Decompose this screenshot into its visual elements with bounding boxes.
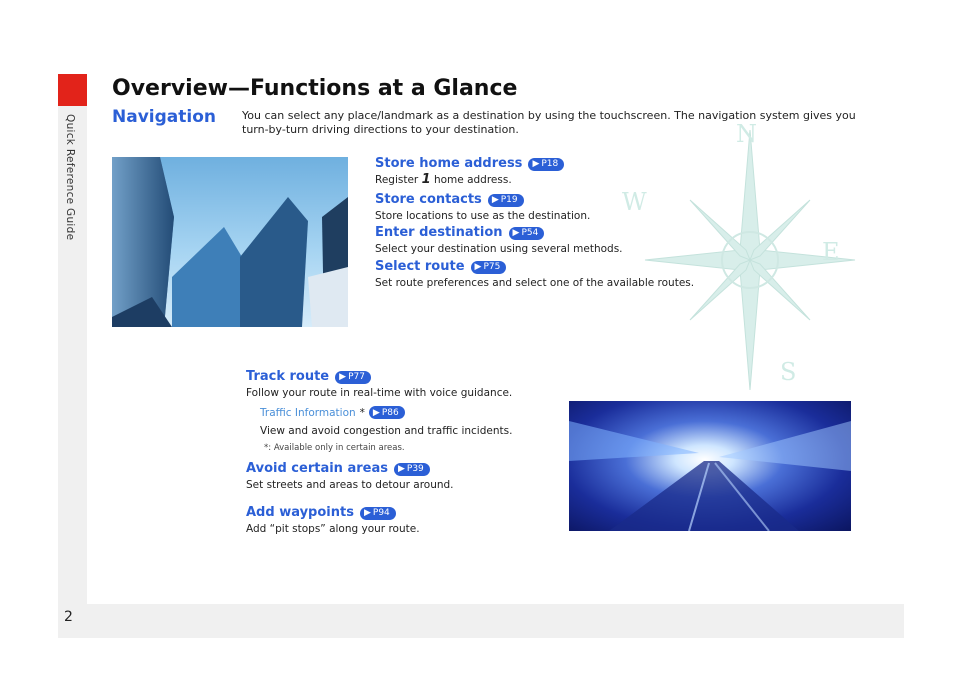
select-route-desc: Set route preferences and select one of the available routes. [375, 277, 695, 289]
store-home-page-ref[interactable]: ▶ P18 [528, 158, 564, 171]
ref-arrow-icon: ▶ [339, 372, 347, 382]
traffic-info-title[interactable]: Traffic Information [260, 406, 356, 419]
compass-w-label: W [622, 188, 647, 216]
section-title: Navigation [112, 107, 216, 127]
store-contacts-title[interactable]: Store contacts [375, 192, 482, 207]
add-waypoints-desc: Add “pit stops” along your route. [246, 523, 420, 535]
traffic-info-asterisk: * [359, 406, 365, 419]
home-number-one: 1 [421, 172, 431, 187]
avoid-areas-desc: Set streets and areas to detour around. [246, 479, 454, 491]
ref-arrow-icon: ▶ [372, 407, 380, 418]
sidebar-label: Quick Reference Guide [64, 114, 76, 241]
highway-motion-photo [569, 401, 851, 531]
traffic-info-desc: View and avoid congestion and traffic incidents. [260, 425, 513, 437]
enter-destination-desc: Select your destination using several methods. [375, 243, 623, 255]
feature-track-route [246, 369, 512, 400]
store-contacts-desc: Store locations to use as the destination. [375, 210, 591, 222]
footer-band [58, 604, 904, 638]
city-skyline-photo [112, 157, 348, 327]
compass-rose-icon [610, 110, 880, 400]
feature-avoid-areas [246, 461, 454, 492]
page-number: 2 [64, 609, 73, 625]
traffic-info-page-ref[interactable]: ▶ P86 [369, 406, 405, 419]
compass-e-label: E [822, 238, 840, 266]
ref-arrow-icon: ▶ [491, 195, 499, 205]
ref-arrow-icon: ▶ [397, 464, 405, 474]
ref-arrow-icon: ▶ [532, 159, 540, 169]
traffic-info-footnote: *: Available only in certain areas. [264, 443, 405, 453]
enter-destination-page-ref[interactable]: ▶ P54 [509, 227, 545, 240]
feature-store-home [375, 156, 564, 187]
feature-traffic-information [260, 406, 512, 453]
store-home-desc: Register 1 home address. [375, 172, 512, 187]
avoid-areas-page-ref[interactable]: ▶ P39 [394, 463, 430, 476]
feature-add-waypoints [246, 505, 420, 536]
enter-destination-title[interactable]: Enter destination [375, 225, 503, 240]
store-contacts-page-ref[interactable]: ▶ P19 [488, 194, 524, 207]
add-waypoints-page-ref[interactable]: ▶ P94 [360, 507, 396, 520]
feature-store-contacts [375, 192, 590, 223]
page-title: Overview—Functions at a Glance [112, 76, 518, 101]
track-route-desc: Follow your route in real-time with voice guidance. [246, 387, 513, 399]
select-route-title[interactable]: Select route [375, 259, 465, 274]
ref-arrow-icon: ▶ [474, 262, 482, 272]
feature-select-route [375, 259, 694, 290]
ref-arrow-icon: ▶ [512, 228, 520, 238]
select-route-page-ref[interactable]: ▶ P75 [471, 261, 507, 274]
section-intro: You can select any place/landmark as a destination by using the touchscreen. The navigation system gives you turn-by-turn driving directions to your destination. [242, 109, 856, 136]
track-route-title[interactable]: Track route [246, 369, 330, 384]
avoid-areas-title[interactable]: Avoid certain areas [246, 461, 388, 476]
feature-enter-destination [375, 225, 623, 256]
ref-arrow-icon: ▶ [363, 508, 371, 518]
store-home-title[interactable]: Store home address [375, 156, 523, 171]
add-waypoints-title[interactable]: Add waypoints [246, 505, 354, 520]
section-tab-marker [58, 74, 87, 106]
track-route-page-ref[interactable]: ▶ P77 [335, 371, 371, 384]
compass-n-label: N [736, 120, 757, 148]
compass-s-label: S [780, 358, 797, 386]
